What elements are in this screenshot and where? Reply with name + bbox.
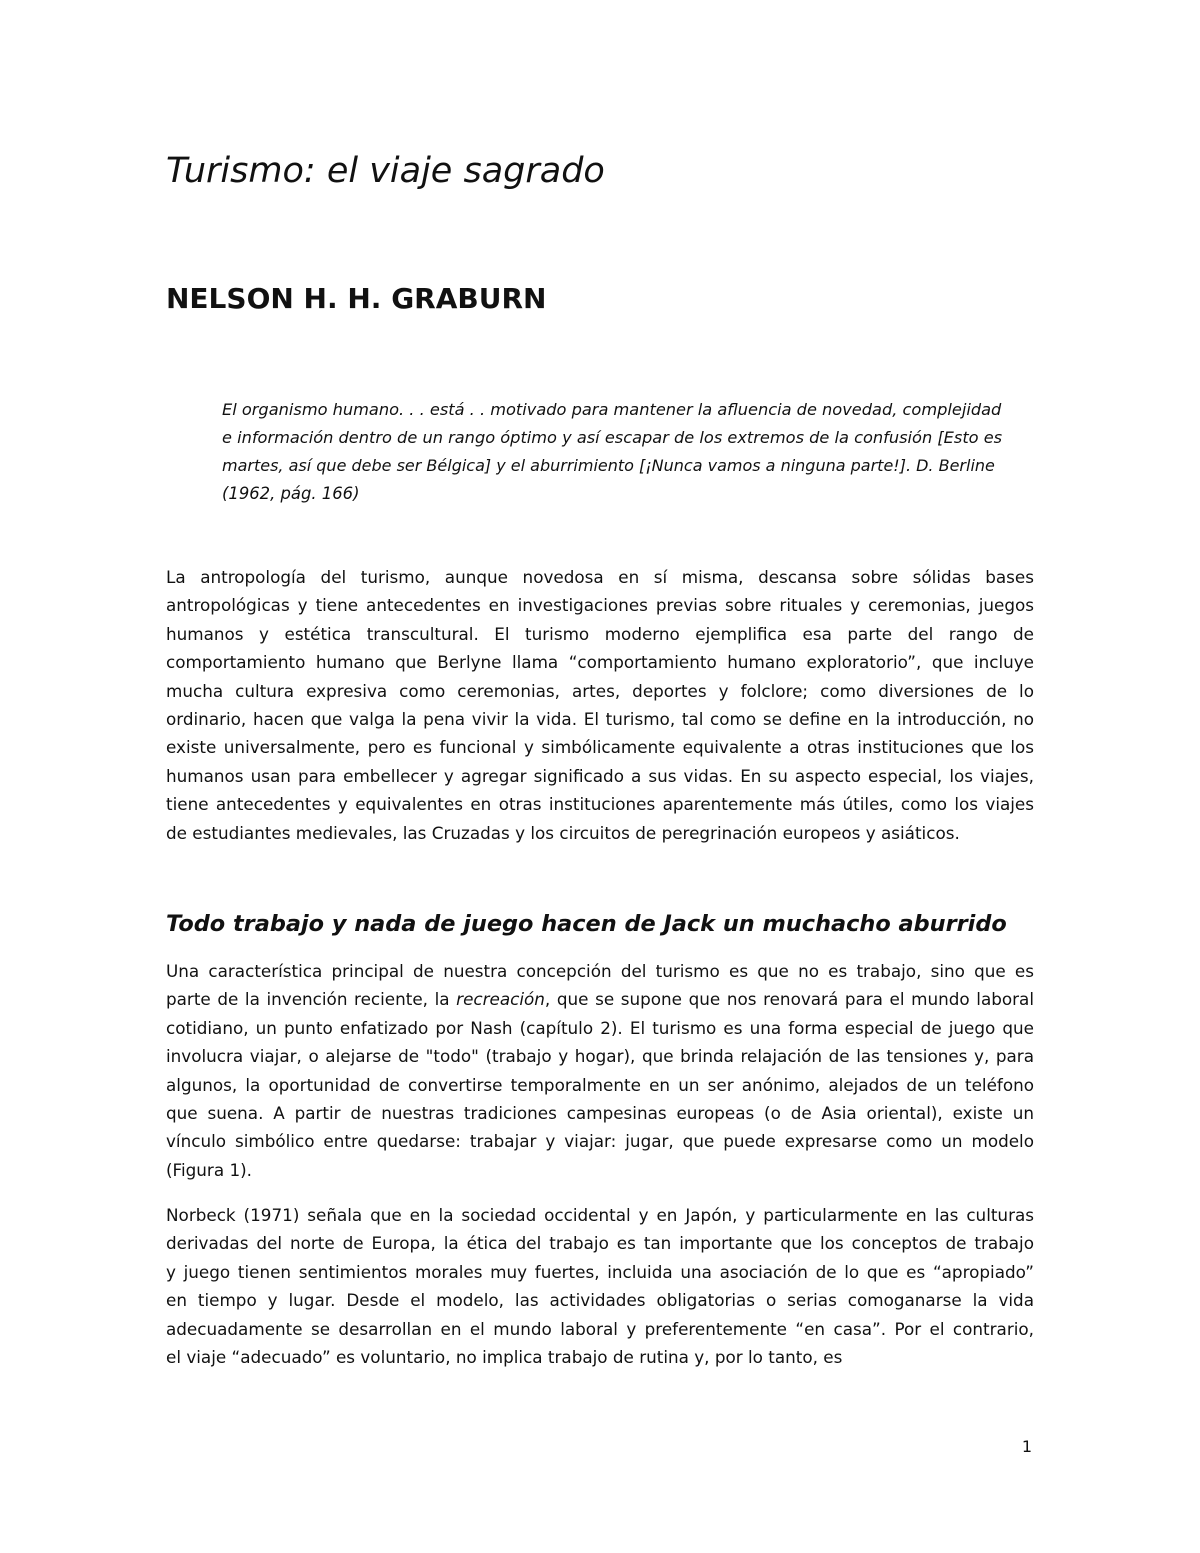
paragraph-line: tiene antecedentes y equivalentes en otras instituciones aparentemente más útiles, como los viajes bbox=[166, 794, 1034, 815]
paragraph-line: cotidiano, un punto enfatizado por Nash (capítulo 2). El turismo es una forma especial de juego que bbox=[166, 1017, 1034, 1038]
author-name: NELSON H. H. GRABURN bbox=[166, 282, 547, 315]
paragraph-line: Norbeck (1971) señala que en la sociedad occidental y en Japón, y particularmente en las culturas bbox=[166, 1205, 1034, 1225]
paragraph-anthropology-of-tourism bbox=[166, 563, 1034, 847]
paragraph-line: mucha cultura expresiva como ceremonias, artes, deportes y folclore; como diversiones de lo bbox=[166, 680, 1034, 701]
epigraph-line: e información dentro de un rango óptimo y así escapar de los extremos de la confusión [Esto es bbox=[222, 428, 1003, 447]
paragraph-line: existe universalmente, pero es funcional y simbólicamente equivalente a otras instituciones que los bbox=[166, 737, 1034, 758]
epigraph-line: martes, así que debe ser Bélgica] y el aburrimiento [¡Nunca vamos a ninguna parte!]. D. Berline bbox=[222, 456, 995, 475]
paragraph-tourism-as-play bbox=[166, 957, 1034, 1184]
epigraph-line: (1962, pág. 166) bbox=[222, 484, 360, 503]
paragraph-line: derivadas del norte de Europa, la ética del trabajo es tan importante que los conceptos de trabajo bbox=[166, 1233, 1034, 1254]
paragraph-line: algunos, la oportunidad de convertirse temporalmente en un ser anónimo, alejados de un teléfono bbox=[166, 1074, 1034, 1095]
paragraph-line: (Figura 1). bbox=[166, 1159, 253, 1180]
paragraph-norbeck bbox=[166, 1201, 1034, 1371]
page-number: 1 bbox=[1021, 1437, 1032, 1456]
paragraph-line: ordinario, hacen que valga la pena vivir la vida. El turismo, tal como se define en la introducción, no bbox=[166, 709, 1034, 730]
paragraph-line: de estudiantes medievales, las Cruzadas y los circuitos de peregrinación europeos y asiáticos. bbox=[166, 822, 960, 843]
paragraph-line: involucra viajar, o alejarse de "todo" (trabajo y hogar), que brinda relajación de las tensiones y, para bbox=[166, 1046, 1034, 1067]
paragraph-line-end: , que se supone que nos renovará para el mundo laboral bbox=[544, 989, 1034, 1010]
epigraph-line: El organismo humano. . . está . . motivado para mantener la afluencia de novedad, complejidad bbox=[222, 400, 1002, 419]
paragraph-line: La antropología del turismo, aunque novedosa en sí misma, descansa sobre sólidas bases bbox=[166, 567, 1034, 587]
italic-term: recreación bbox=[456, 989, 545, 1010]
paragraph-line: antropológicas y tiene antecedentes en investigaciones previas sobre rituales y ceremonias, juegos bbox=[166, 595, 1034, 616]
paragraph-line: humanos usan para embellecer y agregar significado a sus vidas. En su aspecto especial, los viajes, bbox=[166, 765, 1034, 786]
paragraph-line: en tiempo y lugar. Desde el modelo, las actividades obligatorias o serias comoganarse la vida bbox=[166, 1290, 1034, 1311]
paragraph-line: vínculo simbólico entre quedarse: trabajar y viajar: jugar, que puede expresarse como un modelo bbox=[166, 1131, 1034, 1152]
document-title: Turismo: el viaje sagrado bbox=[166, 151, 605, 191]
epigraph-quote bbox=[222, 396, 1002, 508]
paragraph-line-start: parte de la invención reciente, la bbox=[166, 989, 450, 1010]
paragraph-line-mixed bbox=[166, 985, 1034, 1013]
paragraph-line: y juego tienen sentimientos morales muy fuertes, incluida una asociación de lo que es “apropiado” bbox=[166, 1261, 1034, 1282]
paragraph-line: Una característica principal de nuestra concepción del turismo es que no es trabajo, sino que es bbox=[166, 961, 1034, 981]
paragraph-line: humanos y estética transcultural. El turismo moderno ejemplifica esa parte del rango de bbox=[166, 623, 1034, 644]
paragraph-line: el viaje “adecuado” es voluntario, no implica trabajo de rutina y, por lo tanto, es bbox=[166, 1347, 843, 1368]
paragraph-line: que suena. A partir de nuestras tradiciones campesinas europeas (o de Asia oriental), existe un bbox=[166, 1103, 1034, 1124]
section-heading: Todo trabajo y nada de juego hacen de Jack un muchacho aburrido bbox=[166, 911, 1007, 937]
paragraph-line: adecuadamente se desarrollan en el mundo laboral y preferentemente “en casa”. Por el contrario, bbox=[166, 1318, 1034, 1339]
paragraph-line: comportamiento humano que Berlyne llama “comportamiento humano exploratorio”, que incluye bbox=[166, 652, 1034, 673]
